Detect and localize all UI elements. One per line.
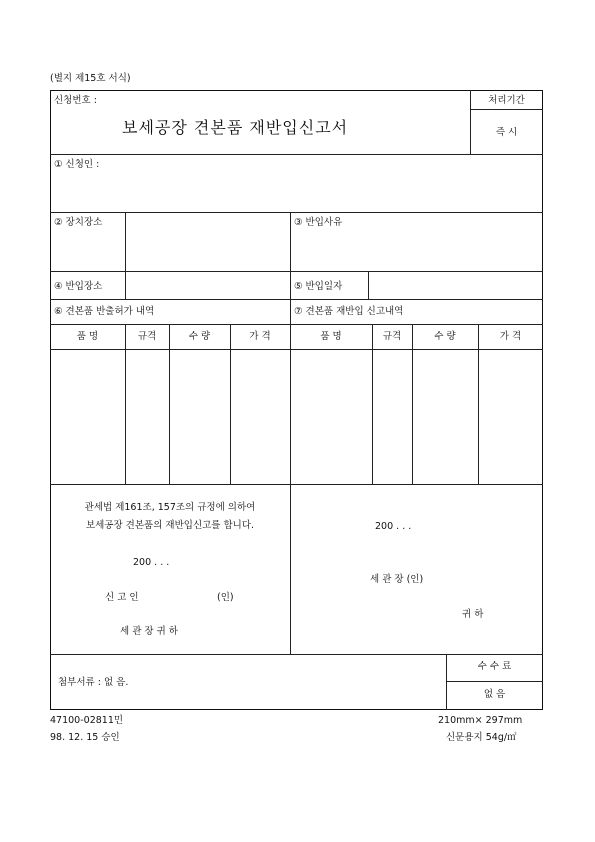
declarant-seal: (인) bbox=[217, 592, 234, 603]
declaration-date: 200 . . . bbox=[133, 557, 170, 568]
col-price-right: 가 격 bbox=[499, 331, 522, 342]
import-date-label: ⑤ 반입일자 bbox=[294, 281, 343, 292]
divider bbox=[50, 349, 543, 350]
divider bbox=[50, 271, 543, 272]
col-item-name-right: 품 명 bbox=[320, 331, 342, 342]
device-location-label: ② 장치장소 bbox=[54, 217, 103, 228]
divider bbox=[368, 271, 369, 299]
divider bbox=[125, 324, 126, 484]
divider bbox=[470, 109, 543, 110]
reason-label: ③ 반입사유 bbox=[294, 217, 343, 228]
form-title: 보세공장 견본품 재반입신고서 bbox=[122, 118, 349, 137]
col-item-name-left: 품 명 bbox=[76, 331, 99, 342]
col-spec-left: 규격 bbox=[137, 331, 157, 342]
footer-paper-size: 210mm× 297mm bbox=[438, 715, 523, 726]
divider bbox=[290, 212, 291, 271]
fee-label: 수 수 료 bbox=[477, 661, 512, 672]
divider bbox=[50, 484, 543, 485]
approval-date: 200 . . . bbox=[375, 521, 412, 532]
declaration-line-2: 보세공장 견본품의 재반입신고를 합니다. bbox=[85, 520, 255, 531]
divider bbox=[50, 324, 543, 325]
divider bbox=[412, 324, 413, 484]
divider bbox=[50, 654, 543, 655]
customs-chief-seal: 세 관 장 (인) bbox=[370, 574, 424, 585]
divider bbox=[478, 324, 479, 484]
form-number-note: (별지 제15호 서식) bbox=[50, 73, 131, 84]
attachments-label: 첨부서류 : 없 음. bbox=[58, 677, 129, 688]
applicant-label: ① 신청인 : bbox=[54, 159, 100, 170]
divider bbox=[446, 681, 543, 682]
divider bbox=[125, 212, 126, 271]
application-no-label: 신청번호 : bbox=[54, 95, 97, 106]
divider bbox=[125, 271, 126, 299]
processing-period-value: 즉 시 bbox=[495, 127, 518, 138]
reimport-section-label: ⑦ 견본품 재반입 신고내역 bbox=[294, 306, 404, 317]
export-permit-section-label: ⑥ 견본품 반출허가 내역 bbox=[54, 306, 155, 317]
divider bbox=[50, 154, 543, 155]
divider bbox=[169, 324, 170, 484]
approval-to: 귀 하 bbox=[462, 609, 484, 620]
divider bbox=[50, 299, 543, 300]
footer-paper-type: 신문용지 54g/㎡ bbox=[446, 732, 517, 743]
declarant-label: 신 고 인 bbox=[105, 592, 139, 603]
divider bbox=[372, 324, 373, 484]
col-price-left: 가 격 bbox=[249, 331, 271, 342]
divider bbox=[290, 299, 291, 654]
processing-period-label: 처리기간 bbox=[488, 95, 525, 106]
col-quantity-right: 수 량 bbox=[434, 331, 456, 342]
import-location-label: ④ 반입장소 bbox=[54, 281, 103, 292]
fee-value: 없 음 bbox=[483, 689, 506, 700]
divider bbox=[290, 271, 291, 299]
declaration-addressee: 세 관 장 귀 하 bbox=[120, 626, 178, 637]
divider bbox=[230, 324, 231, 484]
col-quantity-left: 수 량 bbox=[188, 331, 211, 342]
footer-form-code: 47100-02811민 bbox=[50, 715, 124, 726]
divider bbox=[50, 212, 543, 213]
declaration-line-1: 관세법 제161조, 157조의 규정에 의하여 bbox=[84, 502, 256, 513]
col-spec-right: 규격 bbox=[382, 331, 402, 342]
footer-approval-date: 98. 12. 15 승인 bbox=[50, 732, 120, 743]
